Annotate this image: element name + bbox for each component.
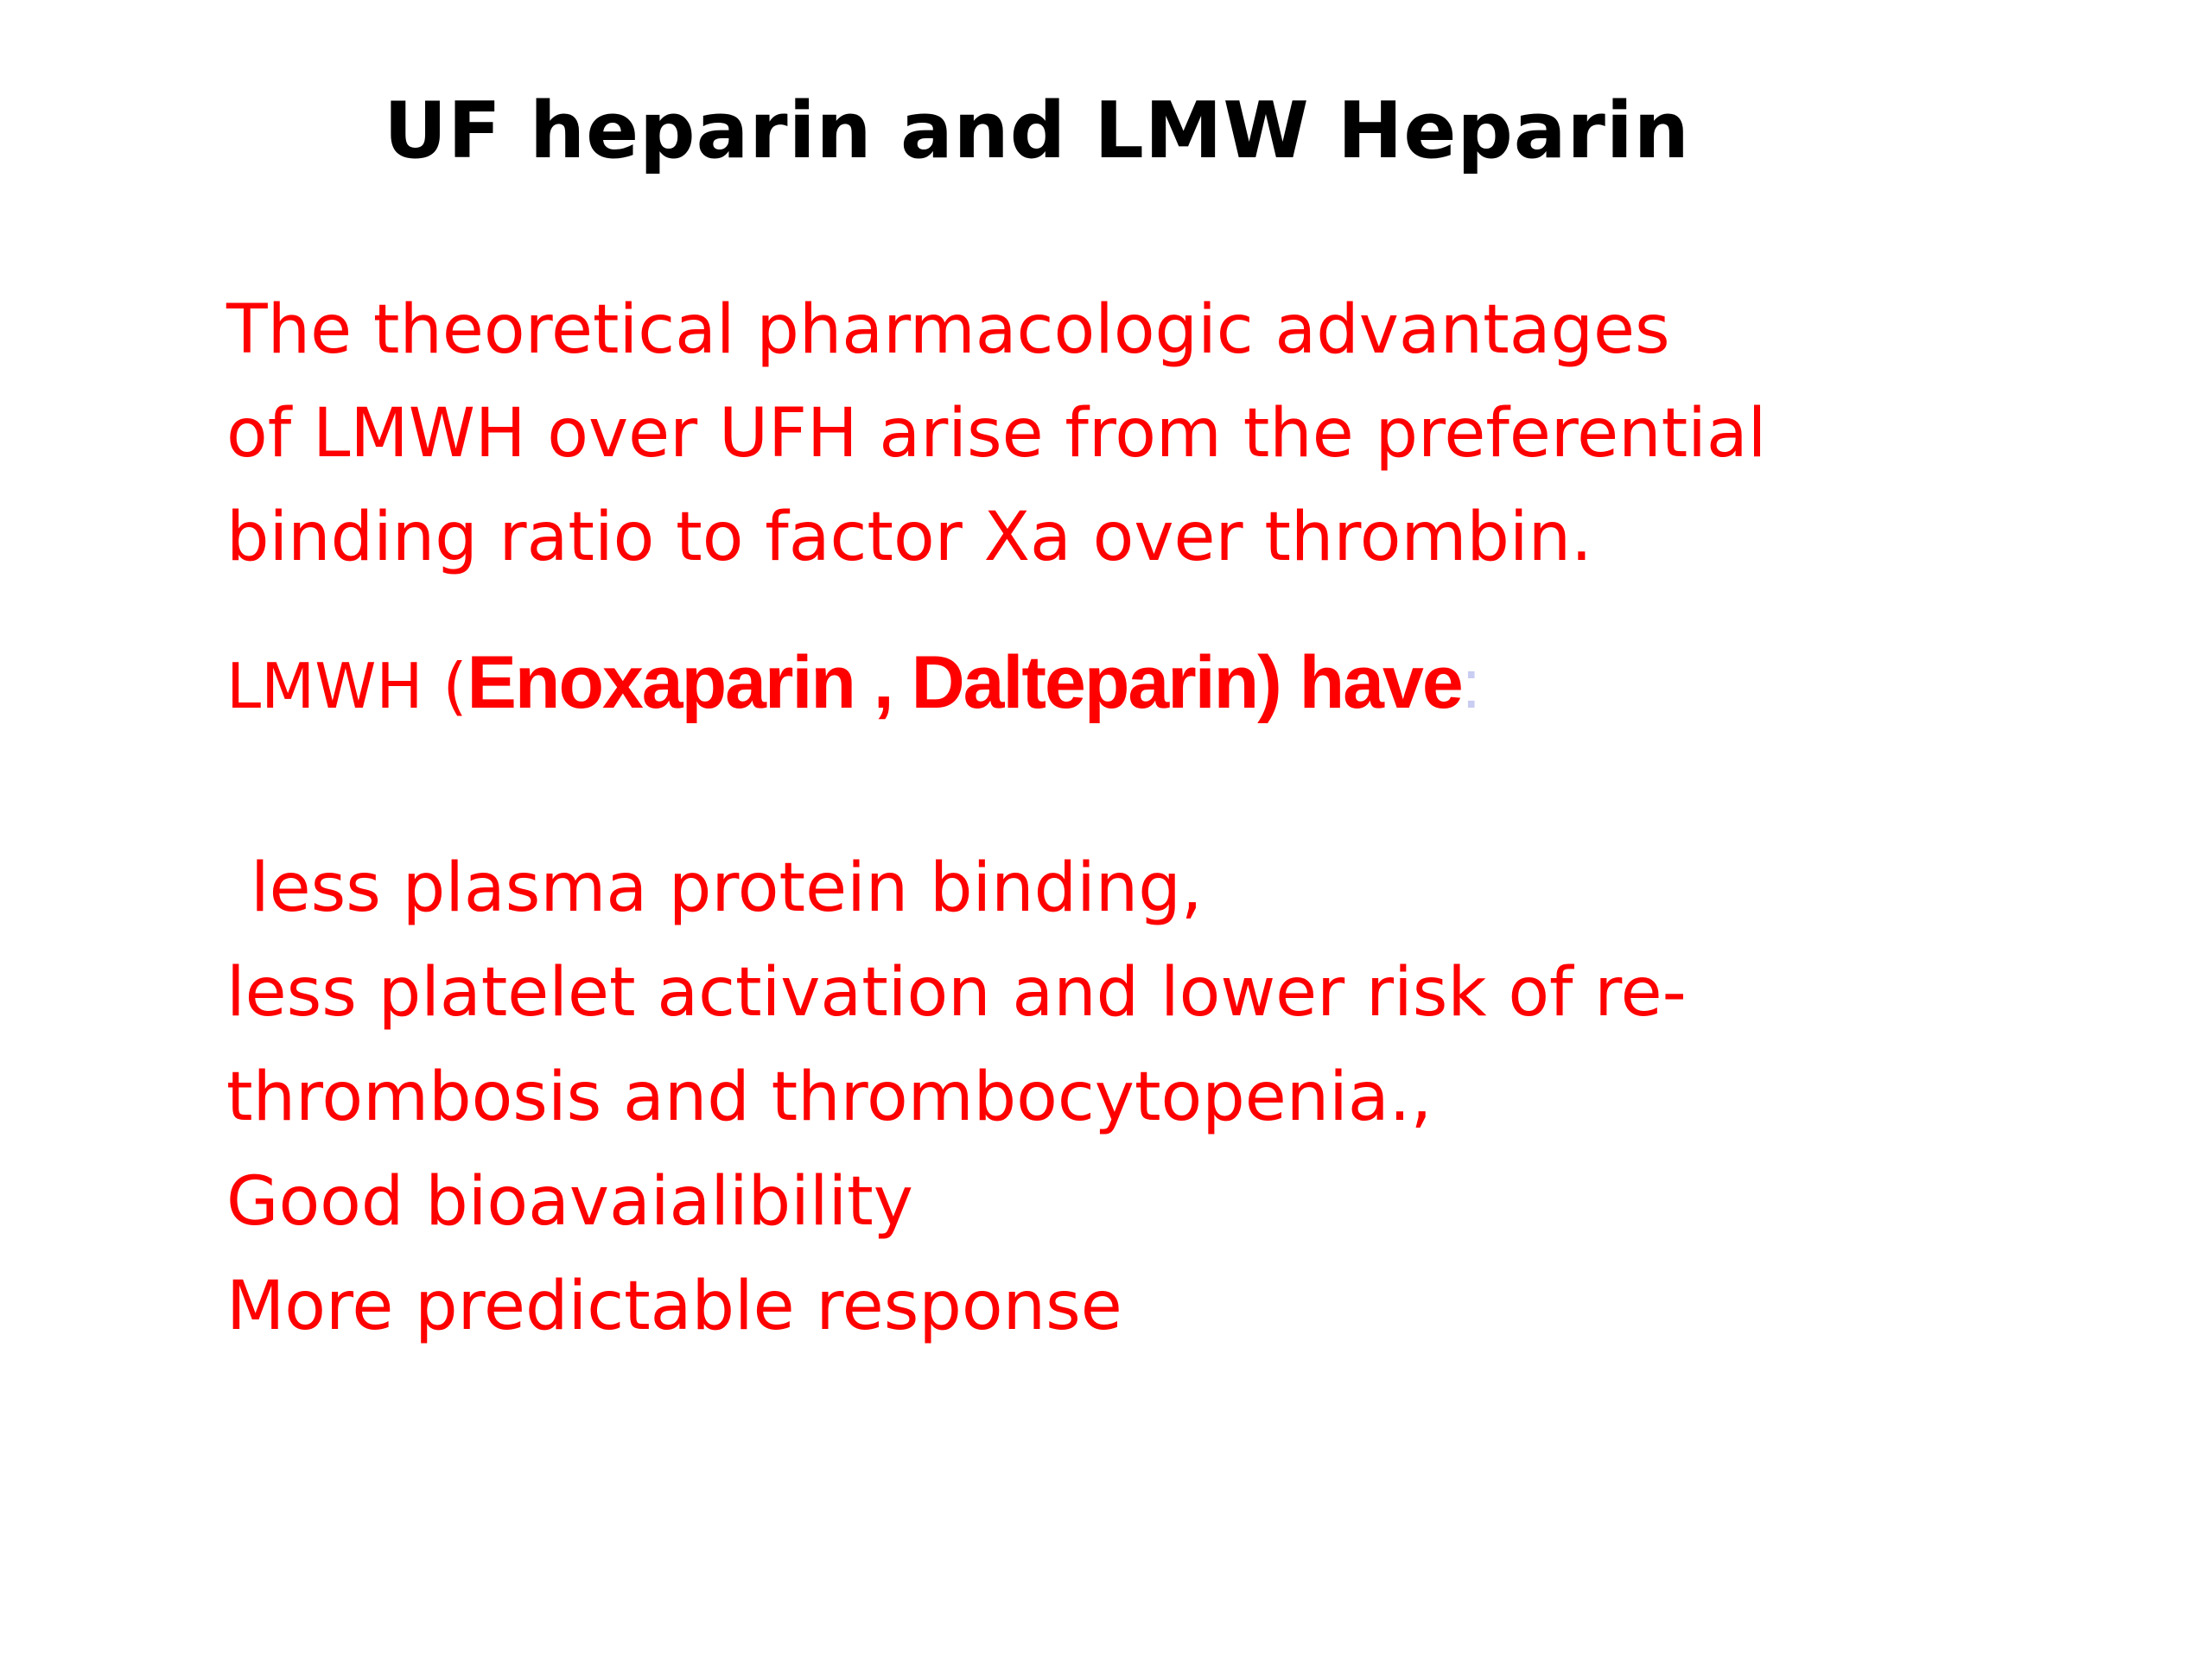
benefits-list bbox=[226, 836, 1687, 1359]
drug-names: Enoxaparin , Dalteparin) have bbox=[467, 641, 1462, 724]
drugs-prefix: LMWH ( bbox=[226, 650, 467, 722]
drugs-colon: : bbox=[1461, 645, 1481, 722]
intro-line: The theoretical pharmacologic advantages bbox=[226, 291, 1670, 369]
list-item: less plasma protein binding, bbox=[251, 849, 1203, 927]
intro-paragraph bbox=[226, 278, 1766, 589]
drugs-line bbox=[226, 635, 1481, 734]
list-item: More predictable response bbox=[226, 1268, 1122, 1345]
list-item: Good bioavaialibility bbox=[226, 1163, 913, 1241]
intro-line: binding ratio to factor Xa over thrombin. bbox=[226, 499, 1592, 576]
slide-title: UF heparin and LMW Heparin bbox=[384, 86, 1690, 176]
intro-line: of LMWH over UFH arise from the preferential bbox=[226, 395, 1767, 473]
list-item: less platelet activation and lower risk of re- bbox=[226, 954, 1687, 1032]
list-item: thrombosis and thrombocytopenia., bbox=[226, 1058, 1433, 1136]
